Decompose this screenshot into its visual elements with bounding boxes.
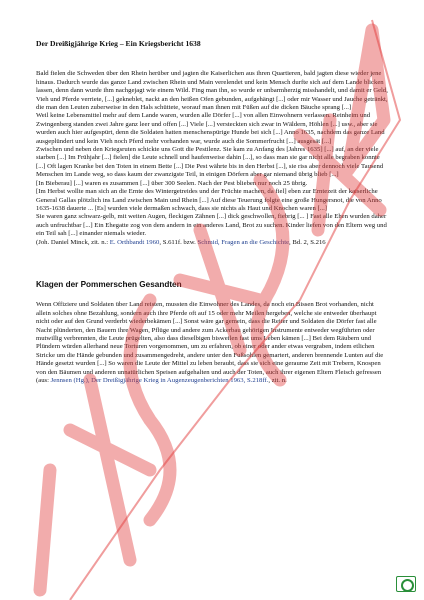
watermark-stroke — [70, 380, 150, 560]
source-suffix: , zit. n. — [268, 377, 287, 384]
paragraph: [Im Herbst wollte man sich an die Ernte des Wintergetreides und der Früchte machen, da fiel] eben zur Erntezeit der kaiserliche General Gallas plötzlich ins Land zwischen Main und Rhein [...] Auf diese Teuerung folgte eine große Hungersnot, die von Anno 1635-1638 dauerte ... [Es] wurden viele dermaßen schwach, dass sie nichts als Haut und Knochen waren [...] — [36, 188, 382, 212]
source-link-schmid[interactable]: Schmid, Fragen an die Geschichte — [197, 238, 290, 246]
logo-stamp-icon — [396, 576, 416, 592]
paragraph: Zwischen und neben den Kriegsruten schickte uns Gott die Pestilenz. Sie kam zu Anfang des [Jahres 1635] [...] auf, an der viele starben [...] Im Frühjahr [...] fielen] die Leute schnell und haufenweise dahin [...], so dass man sie gar nicht alle begraben konnte [...] Oft lagen Kranke bei den Toten in einem Bette [...] Die Pest währte bis in den Herbst [...], sie riss aber dennoch viele Tausend Menschen im Lande weg, so dass kaum der zwanzigste Teil, in einigen Dörfern aber gar niemand übrig blieb [...] — [36, 146, 384, 179]
source-link-orthbandt[interactable]: E. Orthbandt 1960 — [109, 238, 160, 246]
source-prefix: (Joh. Daniel Minck, zit. n.: — [36, 238, 110, 246]
document-title: Der Dreißigjährige Krieg – Ein Kriegsbericht 1638 — [36, 39, 201, 48]
source-citation — [36, 377, 388, 385]
paragraph: Weil keine Lebensmittel mehr auf dem Lande waren, wurden alle Dörfer [...] von allen Einwohnern verlassen. Reinheim und Zwingenberg standen zwei Jahre ganz leer und offen [...] Viele [...] versteckten sich zwar in Wäldern, Höhlen [...] usw., aber sie wurden auch hier aufgespürt, denn die Soldaten hatten menschenspürige Hunde bei sich [...] Anno 1635, nachdem das ganze Land ausgeplündert und kein Vieh noch Pferd mehr vorhanden war, wurde auch die Sommerfrucht [...] ausgesät [...] — [36, 112, 385, 145]
paragraph: Sie waren ganz schwarz-gelb, mit weiten Augen, fleckigen Zähnen [...] dick geschwollen, fiebrig [... ] Fast alle Ehen wurden daher auch unfruchtbar [...] Ein Ehegatte zog von dem andern in ein anderes Land, Brot zu suchen. Kinder liefen von den Eltern weg und ein Teil sah [...] einander niemals wieder. — [36, 213, 387, 238]
section-heading: Klagen der Pommerschen Gesandten — [36, 279, 182, 289]
source-citation — [36, 239, 388, 247]
paragraph: [In Bieberau] [...] waren es zusammen [...] über 300 Seelen. Nach der Pest blieben nur noch 25 übrig. — [36, 179, 308, 187]
source-link-jennsen[interactable]: Jennsen (Hg.), Der Dreißigjährige Krieg in Augenzeugenberichten 1963, S.218ff. — [50, 377, 269, 384]
watermark-stroke — [40, 470, 50, 590]
paragraph: Wenn Offiziere und Soldaten über Land reisten, mussten die Einwohner des Landes, da noch ein Bissen Brot vorhanden, nicht allein solches ohne Bezahlung, sondern auch ihre Pferde oft auf 15 oder mehr Meilen hergeben, welche sie entweder überhaupt nicht oder auf den Grund verderbt wiederbekämen [...] Sonst wäre gar gemein, dass die Reiter und Soldaten die Dörfer fast alle Nacht plünderten, den Bauern ihre Wagen, Pflüge und andere zum Ackerbau gehörigen Instrumente entweder wegführten oder mutwillig verbrennten, die Leute prügelten, also dass dieselbigen bisweilen fast ums Leben kämen [...] Bei dem Räubern und Plündern würden allerhand neue Torturen vorgenommen, um zu erfahren, ob einer oder ander etwas vergraben, indem etlichen Stricke um die Hände gebunden und zusammengedreht, andere unter den Fußsohlen gemartert, anderen brennende Lunten auf die Hände gesetzt wurden [...] So waren die Leute der Mittel zu leben beraubt, dass sie sich eine geraume Zeit mit Trebern, Knospen von den Bäumen und anderen unnatürlichen Speisen aufgehalten und auch der Toten, auch ihrer eigenen Eltern Fleisch gefressen — [36, 301, 384, 376]
document-content — [36, 40, 388, 385]
source-prefix: (aus: — [36, 377, 51, 384]
source-mid: , S.611f. bzw. — [159, 238, 198, 246]
paragraph: Bald fielen die Schweden über den Rhein herüber und jagten die Kaiserlichen aus ihren Quartieren, bald jagten diese wieder jene hinaus. Dadurch wurde das ganze Land zwischen Rhein und Main verelendet und kein Mensch durfte sich auf dem Lande blicken lassen, denn dann wurde ihm nachgejagt wie einem Wild. Fing man ihn, so wurde er unbarmherzig misshandelt, und damit er Geld, Vieh und Pferde verriete, [...] gekneblet, nackt an den heißen Ofen gebunden, aufgehängt [...] oder mir Wasser und Jauche getränkt, die man den Leuten zuberweise in den Hals schüttete, worauf man ihnen mit Füßen auf die dicken Bäuche sprang [...] — [36, 70, 388, 112]
source-suffix: , Bd. 2, S.216 — [289, 238, 326, 246]
